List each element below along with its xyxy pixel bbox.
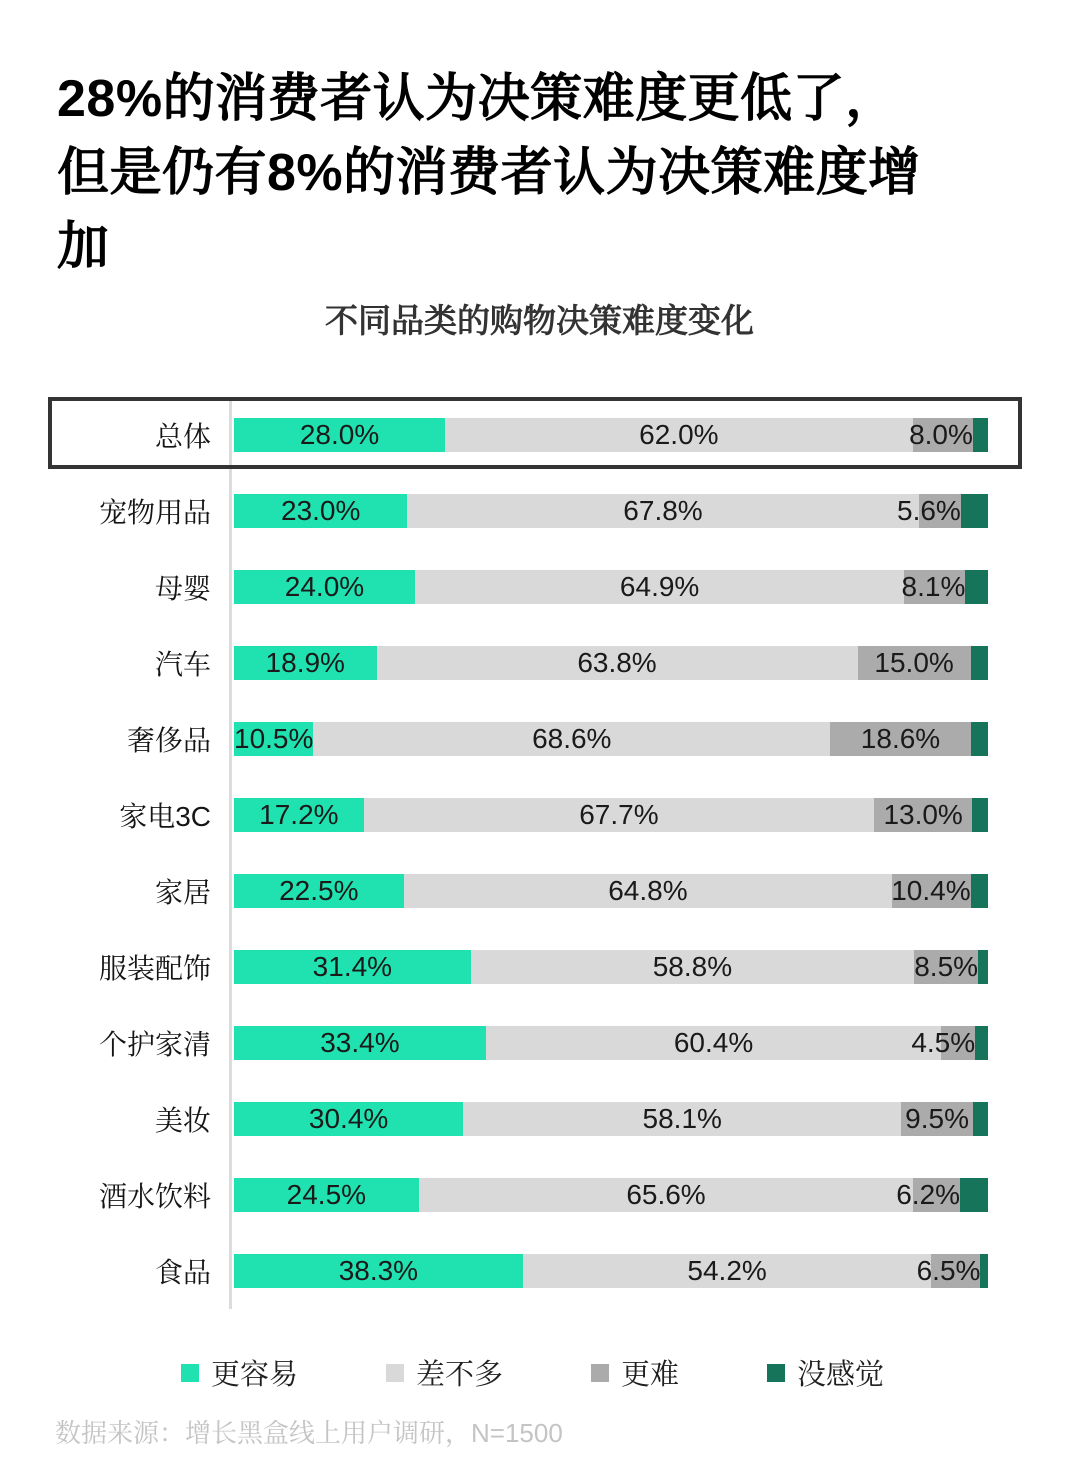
category-row [57,625,1022,701]
bar-segment-easier [234,1026,486,1060]
bar-segment-no-feeling [975,1026,988,1060]
value-label-harder: 18.6% [860,723,941,754]
bar-segment-same [463,1102,901,1136]
legend-item [386,1352,503,1393]
category-label: 总体 [154,421,211,452]
value-label-same: 64.8% [608,875,688,906]
value-label-same: 67.7% [579,799,659,830]
value-label-same: 58.1% [642,1103,722,1134]
category-label: 宠物用品 [98,497,211,528]
category-row [57,929,1022,1005]
bar-segment-same [364,798,874,832]
legend-swatch-icon [181,1364,199,1382]
stacked-bar [234,798,988,832]
bar-segment-easier [234,1178,419,1212]
category-label: 酒水饮料 [98,1181,211,1212]
category-label: 奢侈品 [126,725,211,756]
bar-segment-harder [901,1102,973,1136]
value-label-easier: 38.3% [338,1255,419,1286]
stacked-bar [234,1178,988,1212]
category-label: 个护家清 [98,1029,211,1060]
category-row [57,473,1022,549]
category-row [57,1005,1022,1081]
bar-segment-no-feeling [978,950,988,984]
legend-label: 更难 [621,1359,680,1391]
legend-label: 差不多 [416,1359,504,1391]
bar-segment-same [404,874,893,908]
bar-segment-no-feeling [960,1178,988,1212]
category-label: 汽车 [154,649,211,680]
legend-swatch-icon [386,1364,404,1382]
legend [181,1352,1022,1393]
value-label-harder: 10.4% [891,875,971,906]
bar-segment-no-feeling [973,1102,988,1136]
value-label-same: 65.6% [626,1179,706,1210]
bar-segment-harder [874,798,972,832]
value-label-easier: 17.2% [259,799,339,830]
bar-segment-same [415,570,904,604]
category-row [57,1157,1022,1233]
value-label-easier: 31.4% [312,951,393,982]
value-label-easier: 30.4% [308,1103,389,1134]
stacked-bar [234,418,988,452]
bar-segment-no-feeling [973,418,988,452]
value-label-same: 60.4% [673,1027,754,1058]
legend-label: 没感觉 [797,1359,885,1391]
value-label-harder: 13.0% [883,799,963,830]
bar-segment-same [523,1254,932,1288]
bar-segment-harder [896,1178,961,1212]
bar-segment-harder [858,646,971,680]
bar-segment-harder [830,722,970,756]
bar-segment-easier [234,646,377,680]
bar-segment-same [407,494,918,528]
category-row [57,1081,1022,1157]
value-label-same: 63.8% [577,647,657,678]
value-label-harder: 9.5% [905,1103,969,1134]
value-label-harder: 8.0% [909,419,973,450]
value-label-easier: 18.9% [265,647,345,678]
value-label-harder: 8.5% [914,951,979,982]
value-label-harder: 6.5% [916,1255,981,1286]
bar-segment-harder [914,950,978,984]
category-row [57,549,1022,625]
value-label-easier: 22.5% [279,875,359,906]
bar-segment-no-feeling [980,1254,988,1288]
value-label-easier: 24.0% [284,571,365,602]
stacked-bar [234,950,988,984]
value-label-harder: 5.6% [897,495,961,526]
value-label-easier: 28.0% [299,419,380,450]
value-label-same: 62.0% [639,419,719,450]
bar-segment-harder [909,418,973,452]
value-label-same: 58.8% [652,951,733,982]
value-label-harder: 8.1% [901,571,966,602]
bar-segment-harder [916,1254,981,1288]
chart-title: 不同品类的购物决策难度变化 [325,302,754,339]
legend-label: 更容易 [211,1359,299,1391]
bar-segment-no-feeling [965,570,988,604]
stacked-bar [234,874,988,908]
value-label-easier: 24.5% [286,1179,367,1210]
bar-segment-same [471,950,914,984]
category-row [57,777,1022,853]
bar-segment-no-feeling [972,798,988,832]
category-row [57,1233,1022,1309]
bar-segment-easier [234,418,445,452]
bar-segment-same [445,418,912,452]
bar-segment-harder [897,494,961,528]
legend-item [591,1352,679,1393]
value-label-harder: 15.0% [874,647,954,678]
chart-rows [57,397,1022,1309]
value-label-easier: 33.4% [320,1027,400,1058]
legend-item [767,1352,884,1393]
category-label: 美妆 [154,1105,211,1136]
bar-segment-same [486,1026,941,1060]
value-label-same: 54.2% [687,1255,767,1286]
value-label-easier: 23.0% [281,495,361,526]
stacked-bar [234,722,988,756]
bar-segment-no-feeling [971,722,988,756]
bar-segment-easier [234,1254,523,1288]
bar-segment-harder [901,570,966,604]
category-label: 食品 [154,1257,211,1288]
source-note: 数据来源：增长黑盒线上用户调研，N=1500 [55,1418,563,1448]
bar-segment-same [313,722,830,756]
stacked-bar [234,1026,988,1060]
legend-swatch-icon [591,1364,609,1382]
category-label: 服装配饰 [98,953,211,984]
bar-segment-easier [234,722,313,756]
stacked-bar [234,1254,988,1288]
bar-segment-easier [234,494,407,528]
legend-item [181,1352,298,1393]
value-label-same: 68.6% [532,723,612,754]
value-label-harder: 4.5% [911,1027,976,1058]
stacked-bar [234,494,988,528]
stacked-bar [234,1102,988,1136]
stacked-bar [234,646,988,680]
bar-segment-easier [234,874,404,908]
category-label: 母婴 [154,573,211,604]
value-label-harder: 6.2% [896,1179,961,1210]
stacked-bar [234,570,988,604]
bar-segment-easier [234,798,364,832]
page-title: 28%的消费者认为决策难度更低了，但是仍有8%的消费者认为决策难度增加 [57,70,921,276]
bar-segment-easier [234,1102,463,1136]
bar-segment-no-feeling [961,494,988,528]
value-label-easier: 10.5% [234,723,314,754]
bar-segment-harder [911,1026,976,1060]
category-label: 家电3C [119,801,211,832]
value-label-same: 64.9% [619,571,700,602]
category-label: 家居 [154,877,211,908]
bar-segment-same [419,1178,914,1212]
value-label-same: 67.8% [623,495,703,526]
category-row [57,853,1022,929]
bar-segment-no-feeling [971,874,988,908]
bar-segment-easier [234,570,415,604]
bar-segment-no-feeling [971,646,988,680]
category-row [57,701,1022,777]
bar-segment-same [377,646,858,680]
stacked-bar-chart [57,397,1022,1309]
category-row [57,397,1022,473]
legend-swatch-icon [767,1364,785,1382]
bar-segment-harder [892,874,970,908]
bar-segment-easier [234,950,471,984]
